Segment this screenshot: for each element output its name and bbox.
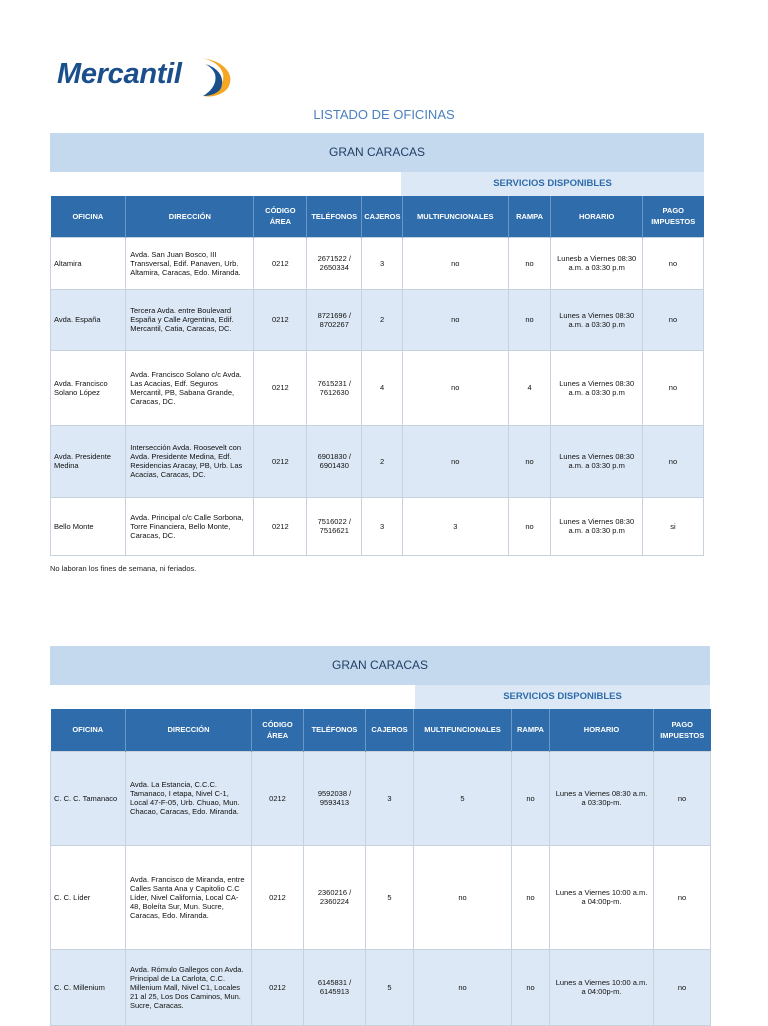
cell-multifuncionales: no	[402, 237, 508, 289]
table-row	[51, 289, 704, 350]
cell-direccion: Avda. San Juan Bosco, III Transversal, Edif. Panaven, Urb. Altamira, Caracas, Edo. Miranda.	[126, 237, 254, 289]
cell-oficina: Altamira	[51, 237, 126, 289]
cell-pago: no	[642, 350, 703, 425]
cell-pago: no	[654, 845, 711, 949]
cell-telefonos: 7516022 / 7516621	[307, 497, 362, 555]
cell-direccion: Intersección Avda. Roosevelt con Avda. Presidente Medina, Edf. Residencias Aracay, PB, Urb. Las Acacias, Caracas, DC.	[126, 425, 254, 497]
cell-rampa: no	[508, 237, 551, 289]
cell-cajeros: 3	[362, 497, 403, 555]
services-row	[50, 685, 710, 709]
col-cajeros: CAJEROS	[362, 196, 403, 237]
col-rampa: RAMPA	[508, 196, 551, 237]
cell-multifuncionales: no	[414, 845, 512, 949]
table-row	[51, 237, 704, 289]
cell-horario: Lunes a Viernes 10:00 a.m. a 04:00p-m.	[550, 949, 654, 1025]
col-pago-impuestos: PAGO IMPUESTOS	[654, 709, 711, 751]
swoosh-icon	[195, 54, 237, 98]
cell-codigo: 0212	[254, 350, 307, 425]
cell-horario: Lunes a Viernes 08:30 a.m. a 03:30 p.m	[551, 289, 643, 350]
section-title: GRAN CARACAS	[50, 133, 704, 172]
services-label: SERVICIOS DISPONIBLES	[415, 685, 710, 709]
cell-multifuncionales: no	[402, 350, 508, 425]
cell-oficina: Bello Monte	[51, 497, 126, 555]
cell-codigo: 0212	[252, 845, 304, 949]
table-row	[51, 949, 711, 1025]
cell-pago: no	[642, 237, 703, 289]
cell-multifuncionales: no	[414, 949, 512, 1025]
cell-rampa: no	[508, 497, 551, 555]
cell-pago: no	[642, 289, 703, 350]
cell-telefonos: 8721696 / 8702267	[307, 289, 362, 350]
col-horario: HORARIO	[550, 709, 654, 751]
cell-rampa: no	[508, 425, 551, 497]
col-cajeros: CAJEROS	[366, 709, 414, 751]
cell-cajeros: 3	[366, 751, 414, 845]
offices-table	[50, 709, 711, 1026]
cell-oficina: C. C. Líder	[51, 845, 126, 949]
table-row	[51, 845, 711, 949]
cell-pago: no	[654, 751, 711, 845]
cell-codigo: 0212	[254, 289, 307, 350]
col-oficina: OFICINA	[51, 709, 126, 751]
cell-rampa: no	[508, 289, 551, 350]
cell-codigo: 0212	[254, 425, 307, 497]
table-row	[51, 751, 711, 845]
office-section-1	[50, 133, 704, 556]
cell-rampa: 4	[508, 350, 551, 425]
cell-pago: no	[642, 425, 703, 497]
cell-direccion: Avda. La Estancia, C.C.C. Tamanaco, I etapa, Nivel C-1, Local 47-F-05, Urb. Chuao, Mun. Chacao, Caracas, Edo. Miranda.	[126, 751, 252, 845]
cell-telefonos: 7615231 / 7612630	[307, 350, 362, 425]
cell-oficina: C. C. Millenium	[51, 949, 126, 1025]
footnote: No laboran los fines de semana, ni feriados.	[50, 564, 197, 573]
cell-cajeros: 4	[362, 350, 403, 425]
cell-oficina: Avda. España	[51, 289, 126, 350]
cell-rampa: no	[512, 751, 550, 845]
table-row	[51, 425, 704, 497]
cell-oficina: C. C. C. Tamanaco	[51, 751, 126, 845]
cell-direccion: Avda. Rómulo Gallegos con Avda. Principal de La Carlota, C.C. Millenium Mall, Nivel C1, Locales 21 al 25, Los Dos Caminos, Mun. Sucre, Caracas.	[126, 949, 252, 1025]
cell-oficina: Avda. Presidente Medina	[51, 425, 126, 497]
col-multifuncionales: MULTIFUNCIONALES	[414, 709, 512, 751]
section-title: GRAN CARACAS	[50, 646, 710, 685]
col-codigo-area: CÓDIGO ÁREA	[252, 709, 304, 751]
cell-horario: Lunesb a Viernes 08:30 a.m. a 03:30 p.m	[551, 237, 643, 289]
table-header-row	[51, 709, 711, 751]
cell-telefonos: 9592038 / 9593413	[304, 751, 366, 845]
cell-codigo: 0212	[254, 497, 307, 555]
col-multifuncionales: MULTIFUNCIONALES	[402, 196, 508, 237]
cell-multifuncionales: no	[402, 425, 508, 497]
cell-telefonos: 6145831 / 6145913	[304, 949, 366, 1025]
cell-codigo: 0212	[254, 237, 307, 289]
cell-cajeros: 2	[362, 289, 403, 350]
logo-text: Mercantil	[57, 58, 182, 90]
cell-horario: Lunes a Viernes 08:30 a.m. a 03:30 p.m	[551, 350, 643, 425]
cell-telefonos: 2671522 / 2650334	[307, 237, 362, 289]
cell-pago: no	[654, 949, 711, 1025]
cell-telefonos: 6901830 / 6901430	[307, 425, 362, 497]
cell-multifuncionales: 5	[414, 751, 512, 845]
cell-telefonos: 2360216 / 2360224	[304, 845, 366, 949]
cell-direccion: Tercera Avda. entre Boulevard España y Calle Argentina, Edif. Mercantil, Catia, Caracas, DC.	[126, 289, 254, 350]
col-direccion: DIRECCIÓN	[126, 709, 252, 751]
services-label: SERVICIOS DISPONIBLES	[401, 172, 704, 196]
cell-cajeros: 3	[362, 237, 403, 289]
cell-horario: Lunes a Viernes 08:30 a.m. a 03:30p-m.	[550, 751, 654, 845]
cell-horario: Lunes a Viernes 08:30 a.m. a 03:30 p.m	[551, 425, 643, 497]
col-direccion: DIRECCIÓN	[126, 196, 254, 237]
cell-rampa: no	[512, 949, 550, 1025]
col-rampa: RAMPA	[512, 709, 550, 751]
col-horario: HORARIO	[551, 196, 643, 237]
cell-cajeros: 5	[366, 949, 414, 1025]
cell-pago: si	[642, 497, 703, 555]
page-title: LISTADO DE OFICINAS	[313, 107, 455, 122]
table-row	[51, 497, 704, 555]
cell-oficina: Avda. Francisco Solano López	[51, 350, 126, 425]
cell-direccion: Avda. Principal c/c Calle Sorbona, Torre Financiera, Bello Monte, Caracas, DC.	[126, 497, 254, 555]
col-codigo-area: CÓDIGO ÁREA	[254, 196, 307, 237]
cell-direccion: Avda. Francisco de Miranda, entre Calles Santa Ana y Capitolio C.C Líder, Nivel California, Local CA-48, Boleíta Sur, Mun. Sucre, Caracas, Edo. Miranda.	[126, 845, 252, 949]
col-oficina: OFICINA	[51, 196, 126, 237]
cell-rampa: no	[512, 845, 550, 949]
table-header-row	[51, 196, 704, 237]
col-telefonos: TELÉFONOS	[304, 709, 366, 751]
cell-horario: Lunes a Viernes 08:30 a.m. a 03:30 p.m	[551, 497, 643, 555]
cell-cajeros: 2	[362, 425, 403, 497]
offices-table	[50, 196, 704, 556]
cell-codigo: 0212	[252, 949, 304, 1025]
cell-multifuncionales: no	[402, 289, 508, 350]
cell-multifuncionales: 3	[402, 497, 508, 555]
col-telefonos: TELÉFONOS	[307, 196, 362, 237]
services-row	[50, 172, 704, 196]
table-row	[51, 350, 704, 425]
office-section-2	[50, 646, 710, 1026]
cell-codigo: 0212	[252, 751, 304, 845]
cell-cajeros: 5	[366, 845, 414, 949]
cell-horario: Lunes a Viernes 10:00 a.m. a 04:00p-m.	[550, 845, 654, 949]
cell-direccion: Avda. Francisco Solano c/c Avda. Las Acacias, Edf. Seguros Mercantil, PB, Sabana Grande, Caracas, DC.	[126, 350, 254, 425]
col-pago-impuestos: PAGO IMPUESTOS	[642, 196, 703, 237]
